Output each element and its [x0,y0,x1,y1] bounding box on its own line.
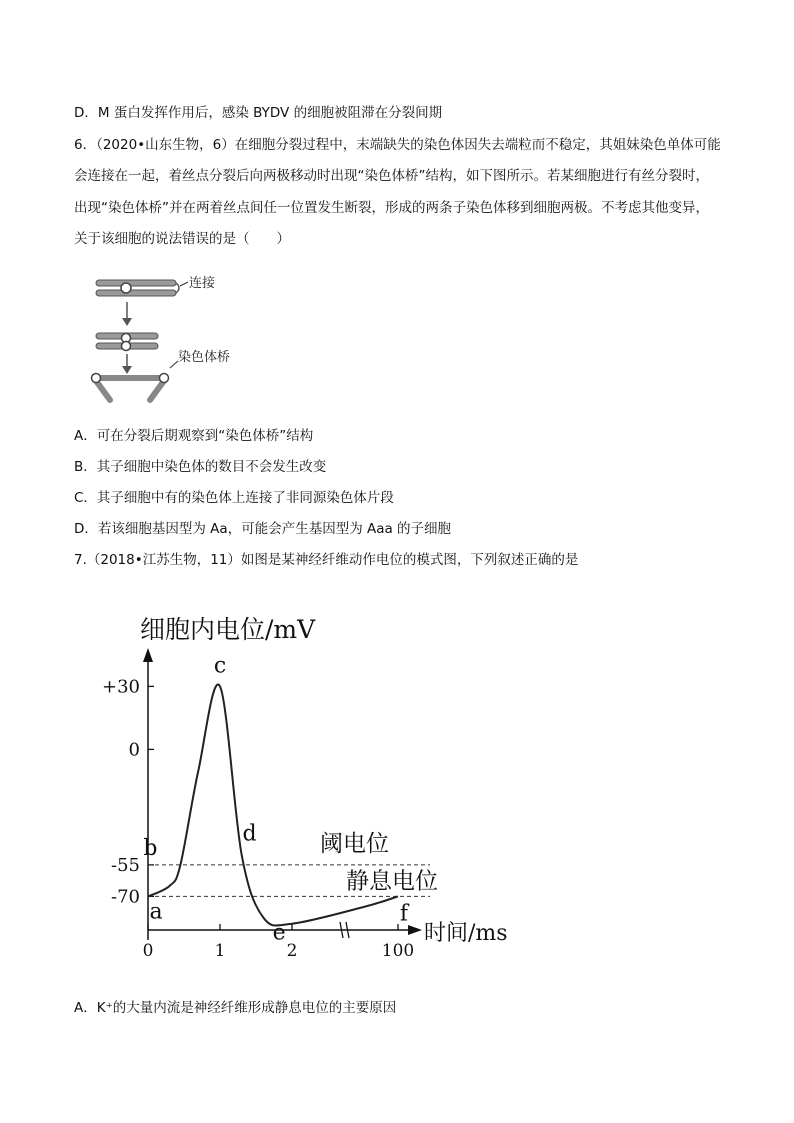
q6-option-a: A．可在分裂后期观察到“染色体桥”结构 [74,428,314,444]
y-tick-label: -55 [111,854,140,876]
x-axis-arrow [408,925,422,935]
q6-stem-line-4: 关于该细胞的说法错误的是（ ） [74,231,290,247]
q7-option-a: A．K⁺的大量内流是神经纤维形成静息电位的主要原因 [74,1000,397,1016]
y-axis-label: 细胞内电位/mV [140,615,316,644]
q6-option-d: D．若该细胞基因型为 Aa，可能会产生基因型为 Aaa 的子细胞 [74,521,452,537]
point-label-f: f [399,901,409,927]
point-label-e: e [272,920,286,946]
y-tick-label: 0 [128,739,140,761]
centromere-mid-2 [122,342,131,351]
point-label-d: d [242,821,257,847]
label-connect: 连接 [189,276,216,291]
chromatid-top-upper [96,280,176,286]
point-label-a: a [149,899,163,925]
point-label-c: c [213,653,227,679]
x-tick-label: 1 [214,941,226,961]
y-axis-arrow [143,648,153,662]
label-bridge: 染色体桥 [178,350,231,365]
q6-option-c: C．其子细胞中有的染色体上连接了非同源染色体片段 [74,490,394,506]
reference-line-label: 静息电位 [346,868,438,895]
point-label-b: b [143,835,158,861]
q6-option-b: B．其子细胞中染色体的数目不会发生改变 [74,459,327,475]
q6-stem-line-3: 出现“染色体桥”并在两着丝点间任一位置发生断裂，形成的两条子染色体移到细胞两极。不考虑其他变异， [74,200,709,216]
y-tick-label: +30 [102,676,140,698]
centromere-bridge-left [92,374,101,383]
centromere-top [121,283,131,293]
x-axis-label: 时间/ms [424,921,508,946]
x-tick-label: 100 [381,941,415,961]
reference-line-label: 阈电位 [320,830,389,857]
centromere-bridge-right [160,374,169,383]
q5-option-d: D．M 蛋白发挥作用后，感染 BYDV 的细胞被阻滞在分裂间期 [74,105,443,121]
q6-stem-line-2: 会连接在一起，着丝点分裂后向两极移动时出现“染色体桥”结构，如下图所示。若某细胞进行有丝分裂时， [74,168,709,184]
chromosome-bridge-figure [88,268,258,408]
x-tick-label: 2 [286,941,298,961]
q7-stem: 7.（2018•江苏生物，11）如图是某神经纤维动作电位的模式图，下列叙述正确的是 [74,552,579,568]
action-potential-chart [100,600,540,980]
q6-stem-line-1: 6．（2020•山东生物，6）在细胞分裂过程中，末端缺失的染色体因失去端粒而不稳定，其姐妹染色单体可能 [74,137,721,153]
x-tick-label: 0 [142,941,154,961]
chromatid-top-lower [96,290,176,296]
y-tick-label: -70 [111,886,140,908]
